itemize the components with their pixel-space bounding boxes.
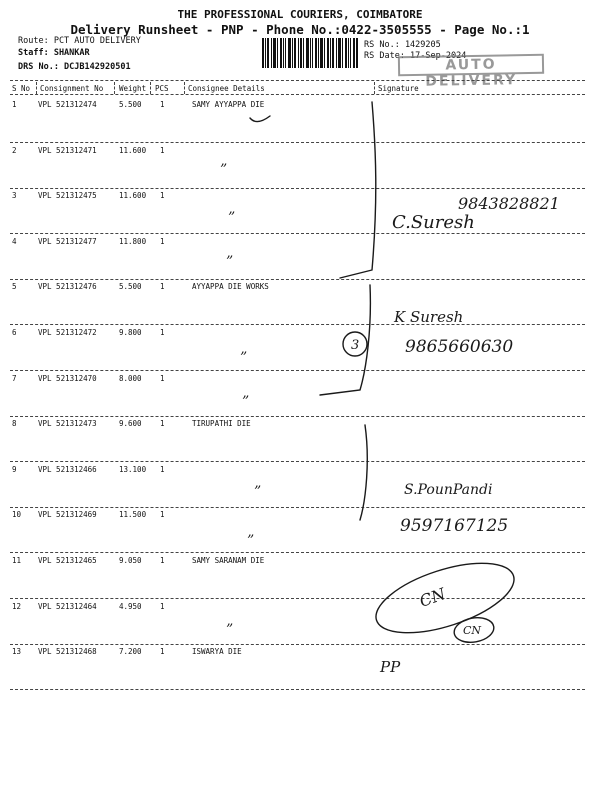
cell-sno: 12 [12,601,22,611]
cell-pcs: 1 [160,282,165,292]
handwritten-number: 3 [351,338,360,353]
cell-consignee: ISWARYA DIE [192,647,242,657]
cell-consignment: VPL 521312471 [38,145,97,155]
cell-weight: 9.600 [119,419,142,429]
cell-weight: 5.500 [119,282,142,292]
cell-weight: 8.000 [119,373,142,383]
cell-consignee: SAMY AYYAPPA DIE [192,100,265,109]
cell-weight: 5.500 [119,100,142,109]
cell-consignment: VPL 521312475 [38,191,97,201]
handwritten-phone: 9843828821 [458,194,560,213]
ditto-mark: ” [254,484,262,500]
cell-consignment: VPL 521312466 [38,464,97,474]
cell-pcs: 1 [160,100,165,109]
cell-weight: 13.100 [119,464,147,474]
rs-date: RS Date: 17-Sep-2024 [364,51,467,61]
cell-pcs: 1 [160,328,165,337]
cell-weight: 9.050 [119,556,142,565]
ditto-mark: ” [242,394,250,410]
cell-pcs: 1 [160,601,165,611]
col-pcs: PCS [155,84,169,93]
cell-weight: 9.800 [119,328,142,337]
drs-number: DRS No.: DCJB142920501 [18,62,131,72]
handwritten-cn: CN [416,584,449,611]
handwritten-phone: 9865660630 [405,337,514,357]
cell-pcs: 1 [160,373,165,383]
col-weight: Weight [119,84,147,93]
cell-weight: 11.600 [119,191,147,201]
cell-pcs: 1 [160,419,165,429]
cell-pcs: 1 [160,510,165,520]
cell-sno: 2 [12,145,17,155]
staff-label: Staff: SHANKAR [18,48,90,58]
ditto-mark: ” [247,533,255,549]
cell-sno: 8 [12,419,17,429]
ditto-mark: ” [220,162,228,178]
runsheet-subtitle: Delivery Runsheet - PNP - Phone No.:0422-3505555 - Page No.:1 [70,22,530,37]
cell-consignment: VPL 521312477 [38,236,97,246]
cell-pcs: 1 [160,236,165,246]
cell-sno: 13 [12,647,22,657]
col-consignee: Consignee Details [188,84,265,93]
cell-weight: 11.600 [119,145,147,155]
cell-weight: 7.200 [119,647,142,657]
cell-pcs: 1 [160,556,165,565]
cell-consignment: VPL 521312473 [38,419,97,429]
ditto-mark: ” [240,350,248,366]
handwritten-name: K Suresh [394,308,464,326]
ditto-mark: ” [226,254,234,270]
cell-pcs: 1 [160,145,165,155]
cell-weight: 11.500 [119,510,147,520]
cell-weight: 11.800 [119,236,147,246]
bracket-mark [340,102,376,278]
col-signature: Signature [378,84,419,93]
cell-sno: 10 [12,510,22,520]
cell-consignment: VPL 521312470 [38,373,97,383]
cell-weight: 4.950 [119,601,142,611]
handwritten-name: S.PounPandi [404,482,493,498]
cell-consignment: VPL 521312468 [38,647,97,657]
auto-delivery-stamp: AUTO DELIVERY [398,54,544,77]
rs-number: RS No.: 1429205 [364,40,441,50]
ditto-mark: ” [226,622,234,638]
bracket-mark [320,285,370,395]
cell-sno: 7 [12,373,17,383]
cell-consignee: TIRUPATHI DIE [192,419,251,429]
handwritten-name: C.Suresh [392,212,475,233]
ditto-mark: ” [228,210,236,226]
handwritten-cn: CN [463,624,482,637]
cell-consignment: VPL 521312465 [38,556,97,565]
cell-consignment: VPL 521312474 [38,100,97,109]
col-consignment: Consignment No [40,84,104,93]
cell-pcs: 1 [160,464,165,474]
cell-sno: 6 [12,328,17,337]
handwritten-phone: 9597167125 [400,516,509,536]
handwritten-initials: PP [380,658,401,676]
cell-consignment: VPL 521312476 [38,282,97,292]
bracket-mark [360,425,367,520]
scribble-mark [250,116,270,122]
cell-consignment: VPL 521312472 [38,328,97,337]
cell-consignment: VPL 521312469 [38,510,97,520]
cell-pcs: 1 [160,191,165,201]
cell-consignment: VPL 521312464 [38,601,97,611]
cell-sno: 11 [12,556,22,565]
cell-sno: 3 [12,191,17,201]
cell-sno: 5 [12,282,17,292]
cell-sno: 9 [12,464,17,474]
cell-consignee: SAMY SARANAM DIE [192,556,265,565]
cell-sno: 4 [12,236,17,246]
cell-sno: 1 [12,100,17,109]
cell-pcs: 1 [160,647,165,657]
company-title: THE PROFESSIONAL COURIERS, COIMBATORE [177,8,423,21]
col-sno: S No [12,84,31,93]
cell-consignee: AYYAPPA DIE WORKS [192,282,269,292]
route-label: Route: PCT AUTO DELIVERY [18,36,141,46]
